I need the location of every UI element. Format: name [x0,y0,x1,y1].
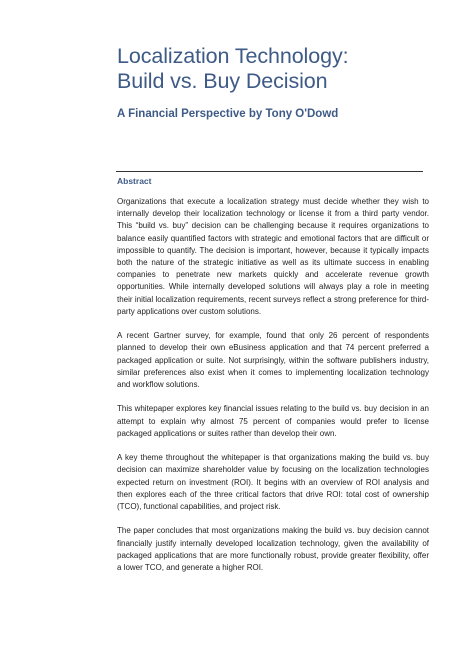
abstract-paragraph-3: This whitepaper explores key financial issues relating to the build vs. buy decision in an attempt to explain why almost 75 percent of companies would prefer to license packaged applications or suites rather than develop their own. [117,404,429,438]
abstract-paragraph-1: Organizations that execute a localization strategy must decide whether they wish to internally develop their localization technology or license it from a third party vendor. This “build vs. buy” decision can be challenging because it requires organizations to balance easily quantified factors with strategic and emotional factors that are difficult or impossible to quantify. The decision is important, however, because it typically impacts both the nature of the strategic initiative as well as its ultimate success in enabling companies to penetrate new markets quickly and accelerate revenue growth opportunities. While internally developed solutions will always play a role in meeting their initial localization requirements, recent surveys reflect a strong preference for third-party applications over custom solutions. [117,197,429,316]
document-subtitle: A Financial Perspective by Tony O'Dowd [117,108,339,120]
title-line-1: Localization Technology: [117,44,349,69]
abstract-paragraph-5: The paper concludes that most organizations making the build vs. buy decision cannot financially justify internally developed localization technology, given the availability of packaged applications that are more functionally robust, provide greater flexibility, offer a lower TCO, and generate a higher ROI. [117,526,429,573]
document-title [117,44,447,94]
title-line-2: Build vs. Buy Decision [117,69,328,94]
abstract-body [117,196,429,586]
abstract-heading: Abstract [117,176,152,186]
abstract-paragraph-2: A recent Gartner survey, for example, found that only 26 percent of respondents planned to develop their own eBusiness application and that 74 percent preferred a packaged application or suite. Not surprisingly, within the software publishers industry, similar preferences also exist when it comes to implementing localization technology and workflow solutions. [117,331,429,390]
section-divider [116,171,423,172]
abstract-paragraph-4: A key theme throughout the whitepaper is that organizations making the build vs. buy decision can maximize shareholder value by focusing on the localization technologies expected return on investment (ROI). It begins with an overview of ROI analysis and then explores each of the three critical factors that drive ROI: total cost of ownership (TCO), functional capabilities, and project risk. [117,453,429,512]
